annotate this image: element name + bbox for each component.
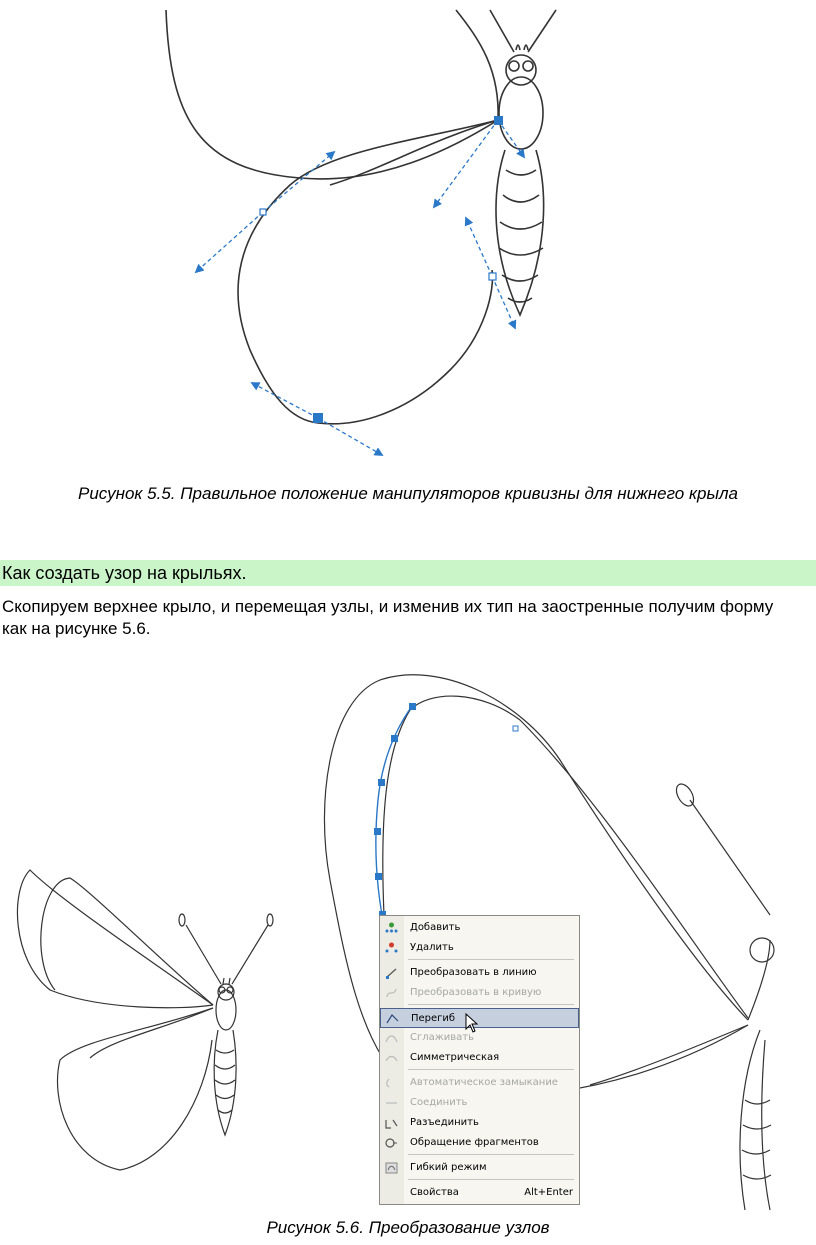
menu-item-label: Соединить: [410, 1097, 468, 1108]
menu-item-to-line[interactable]: [380, 963, 579, 983]
menu-item-label: Обращение фрагментов: [410, 1137, 539, 1148]
section-paragraph: Скопируем верхнее крыло, и перемещая узлы, и изменив их тип на заостренные получим форму как на рисунке 5.6.: [2, 597, 774, 638]
menu-item-label: Разъединить: [410, 1117, 479, 1128]
menu-item-smooth[interactable]: [380, 1028, 579, 1048]
menu-item-cusp[interactable]: [380, 1008, 579, 1028]
auto-close-icon: [385, 1077, 398, 1089]
menu-item-label: Добавить: [410, 922, 461, 933]
section-heading: Как создать узор на крыльях.: [0, 560, 816, 586]
small-butterfly: [17, 870, 273, 1170]
menu-item-add[interactable]: [380, 918, 579, 938]
add-node-icon: [385, 922, 398, 934]
menu-item-label: Преобразовать в линию: [410, 967, 537, 978]
menu-item-shortcut: Alt+Enter: [524, 1187, 573, 1198]
menu-item-auto-close[interactable]: [380, 1073, 579, 1093]
join-icon: [385, 1097, 398, 1109]
menu-item-to-curve[interactable]: [380, 983, 579, 1003]
reverse-icon: [385, 1137, 398, 1149]
elastic-mode-icon: [385, 1162, 398, 1174]
menu-separator: [408, 959, 574, 960]
menu-item-symmetric[interactable]: [380, 1048, 579, 1068]
mouse-cursor-icon: [465, 1013, 479, 1033]
menu-item-label: Преобразовать в кривую: [410, 987, 542, 998]
menu-item-label: Перегиб: [411, 1013, 456, 1024]
break-icon: [385, 1117, 398, 1129]
figure-5-6-caption: Рисунок 5.6. Преобразование узлов: [266, 1218, 550, 1237]
cusp-icon: [386, 1013, 399, 1025]
menu-item-label: Гибкий режим: [410, 1162, 487, 1173]
delete-node-icon: [385, 942, 398, 954]
menu-separator: [408, 1154, 574, 1155]
menu-item-break[interactable]: [380, 1113, 579, 1133]
symmetric-icon: [385, 1052, 398, 1064]
menu-item-label: Удалить: [410, 942, 454, 953]
to-line-icon: [385, 967, 398, 979]
figure-5-5-caption: Рисунок 5.5. Правильное положение манипуляторов кривизны для нижнего крыла: [78, 484, 738, 503]
menu-item-label: Свойства: [410, 1187, 459, 1198]
menu-item-elastic-mode[interactable]: [380, 1158, 579, 1178]
menu-item-label: Сглаживать: [410, 1032, 475, 1043]
node-context-menu: [379, 915, 580, 1205]
smooth-icon: [385, 1032, 398, 1044]
menu-item-label: Автоматическое замыкание: [410, 1077, 558, 1088]
menu-item-reverse[interactable]: [380, 1133, 579, 1153]
menu-separator: [408, 1179, 574, 1180]
menu-item-delete[interactable]: [380, 938, 579, 958]
to-curve-icon: [385, 987, 398, 999]
menu-item-properties[interactable]: [380, 1183, 579, 1203]
menu-separator: [408, 1004, 574, 1005]
menu-item-join[interactable]: [380, 1093, 579, 1113]
menu-item-label: Симметрическая: [410, 1052, 500, 1063]
menu-separator: [408, 1069, 574, 1070]
